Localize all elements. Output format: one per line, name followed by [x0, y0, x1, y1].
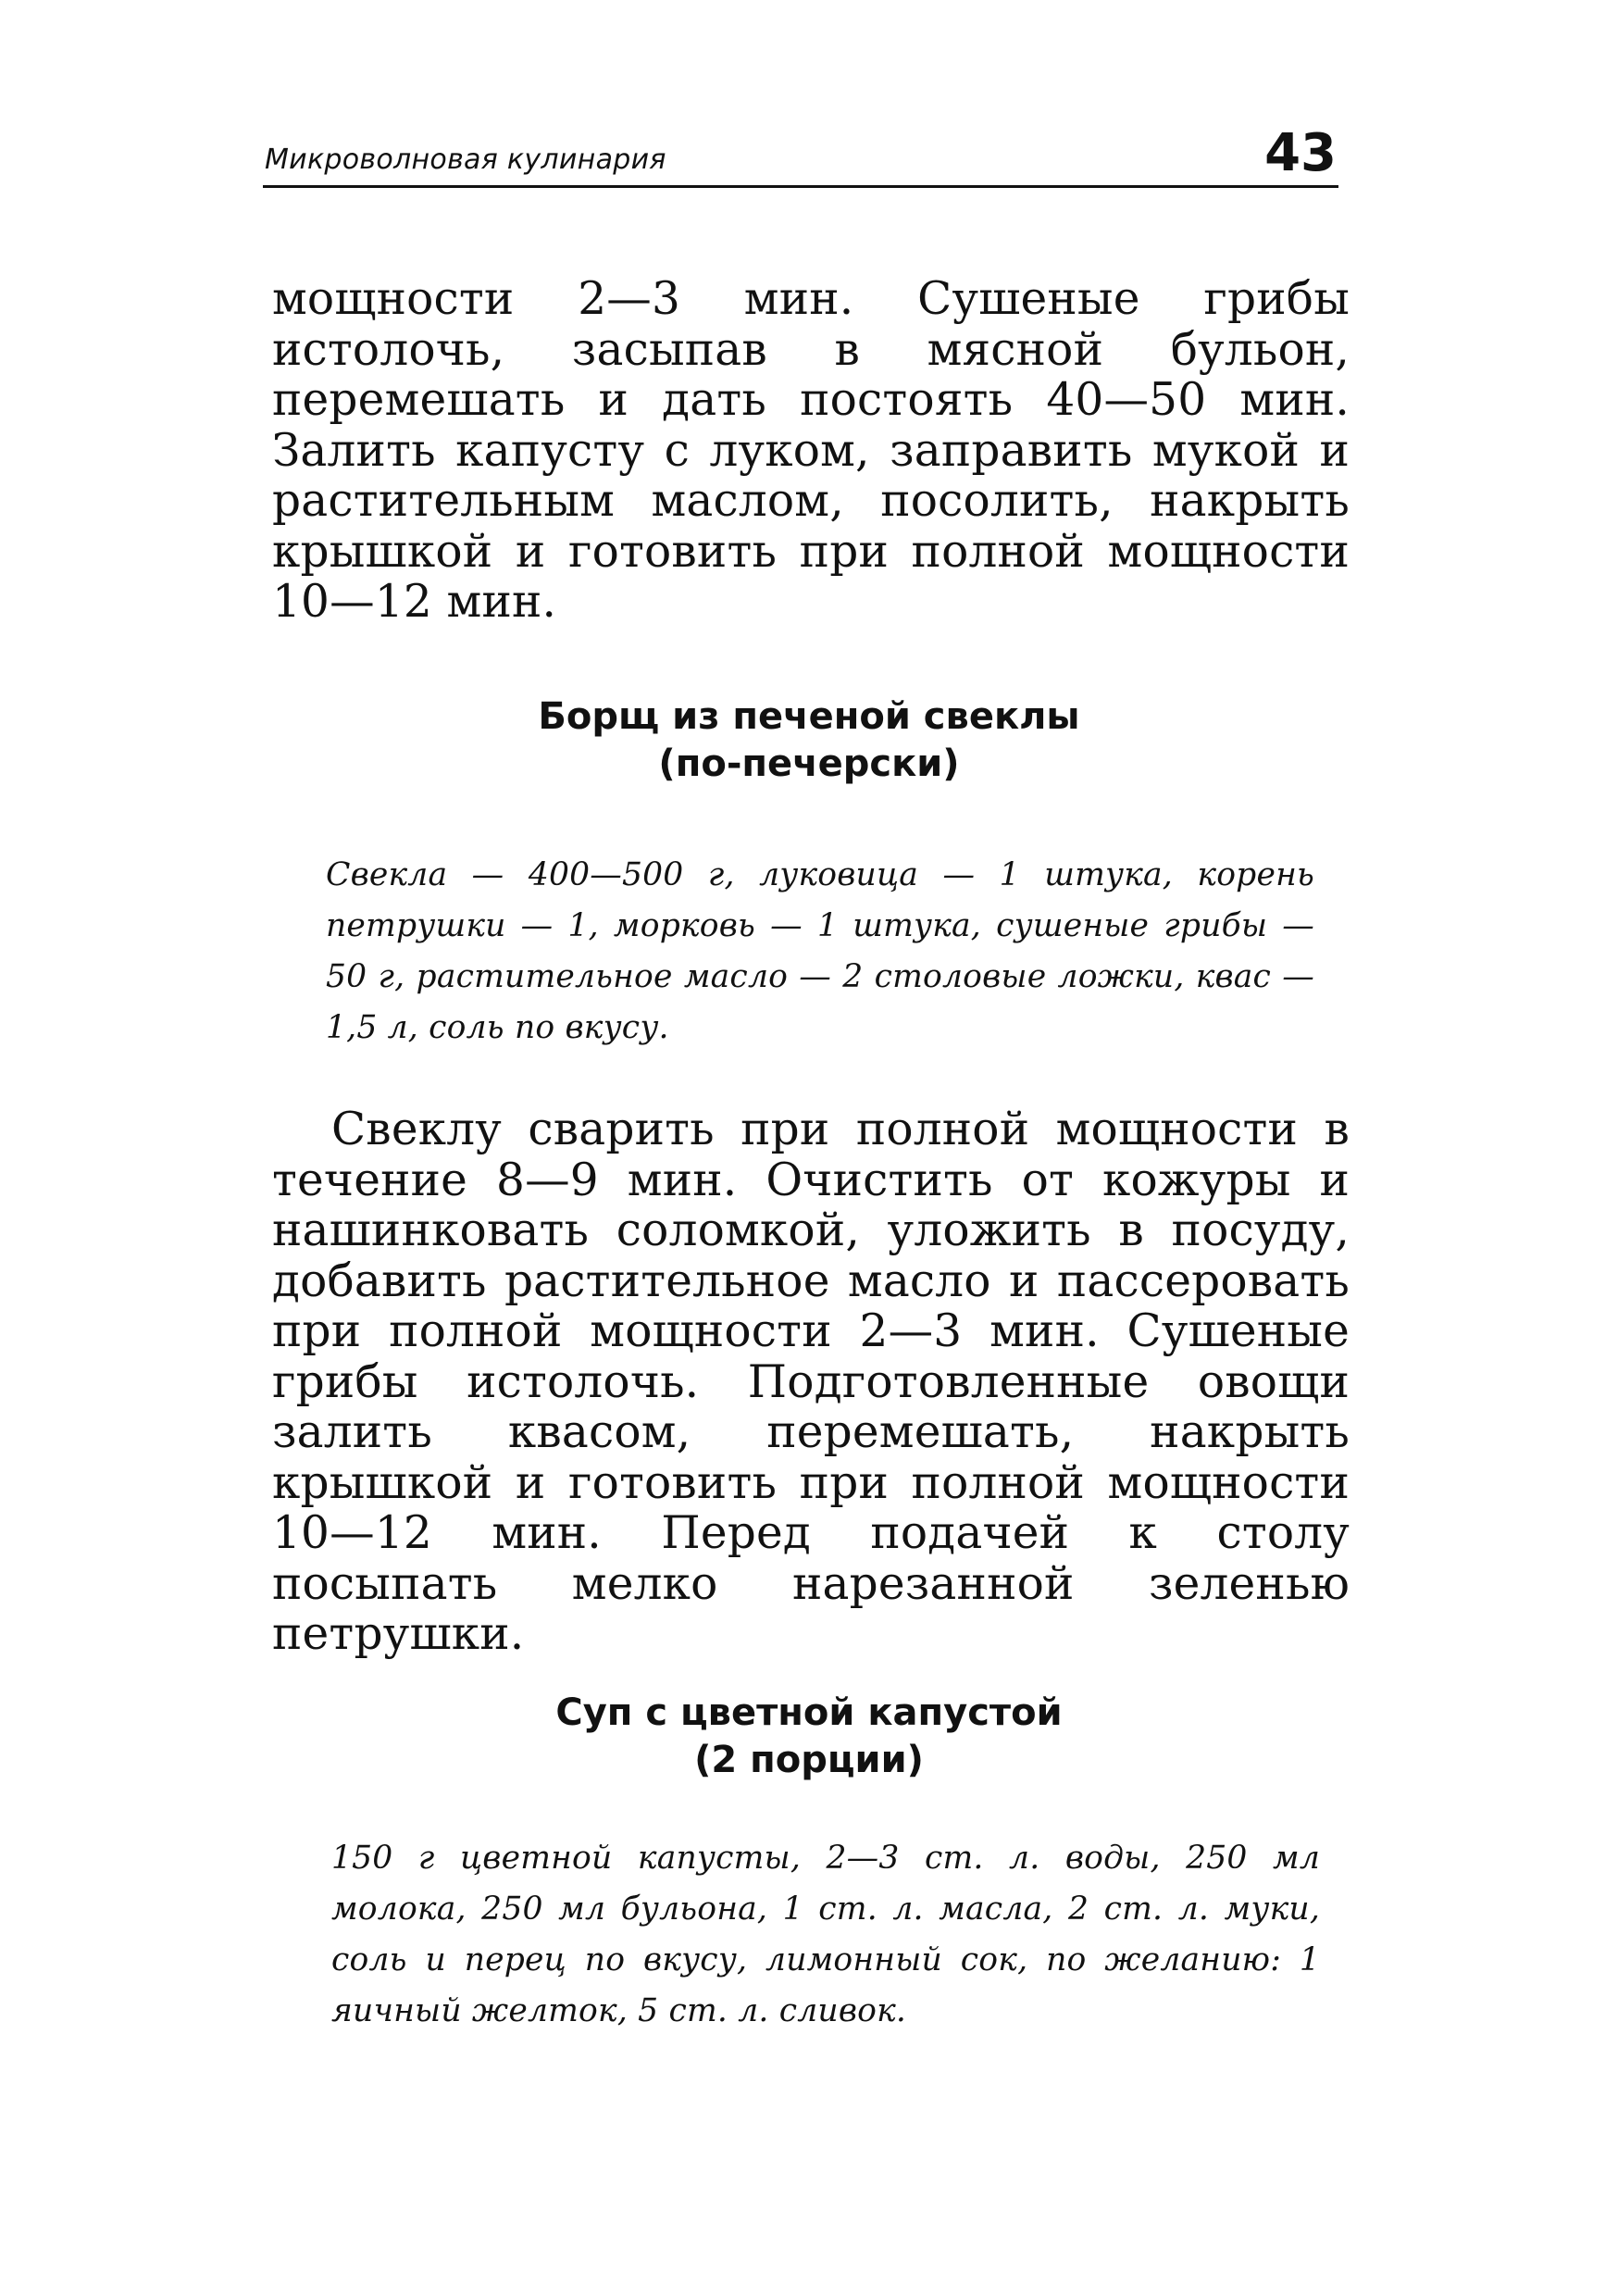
running-title: Микроволновая кулинария [265, 144, 666, 176]
recipe-subtitle: (2 порции) [694, 1739, 924, 1781]
page-number: 43 [1264, 123, 1337, 183]
recipe-title-line: Борщ из печеной свеклы [538, 695, 1080, 738]
recipe-title-cauliflower-soup [263, 1690, 1355, 1784]
method-borscht: Свеклу сварить при полной мощности в течение 8—9 мин. Очистить от кожуры и нашинковать соломкой, уложить в посуду, добавить растительное масло и пассеровать при полной мощности 2—3 мин. Сушеные грибы истолочь. Подготовленные овощи залить квасом, перемешать, накрыть крышкой и готовить при полной мощности 10—12 мин. Перед подачей к столу посыпать мелко нарезанной зеленью петрушки. [272, 1104, 1350, 1660]
recipe-title-borscht [263, 693, 1355, 788]
recipe-title-line: Суп с цветной капустой [555, 1691, 1063, 1734]
ingredients-borscht: Свекла — 400—500 г, луковица — 1 штука, корень петрушки — 1, морковь — 1 штука, сушеные грибы — 50 г, растительное масло — 2 столовые ложки, квас — 1,5 л, соль по вкусу. [326, 856, 1314, 1046]
page-header [263, 109, 1338, 188]
ingredients-cauliflower-soup: 150 г цветной капусты, 2—3 ст. л. воды, 250 мл молока, 250 мл бульона, 1 ст. л. масла, 2 ст. л. муки, соль и перец по вкусу, лимонный сок, по желанию: 1 яичный желток, 5 ст. л. сливок. [331, 1840, 1320, 2029]
recipe-subtitle: (по-печерски) [658, 742, 960, 785]
continued-paragraph: мощности 2—3 мин. Сушеные грибы истолочь, засыпав в мясной бульон, перемешать и дать постоять 40—50 мин. Залить капусту с луком, заправить мукой и растительным маслом, посолить, накрыть крышкой и готовить при полной мощности 10—12 мин. [272, 273, 1350, 628]
